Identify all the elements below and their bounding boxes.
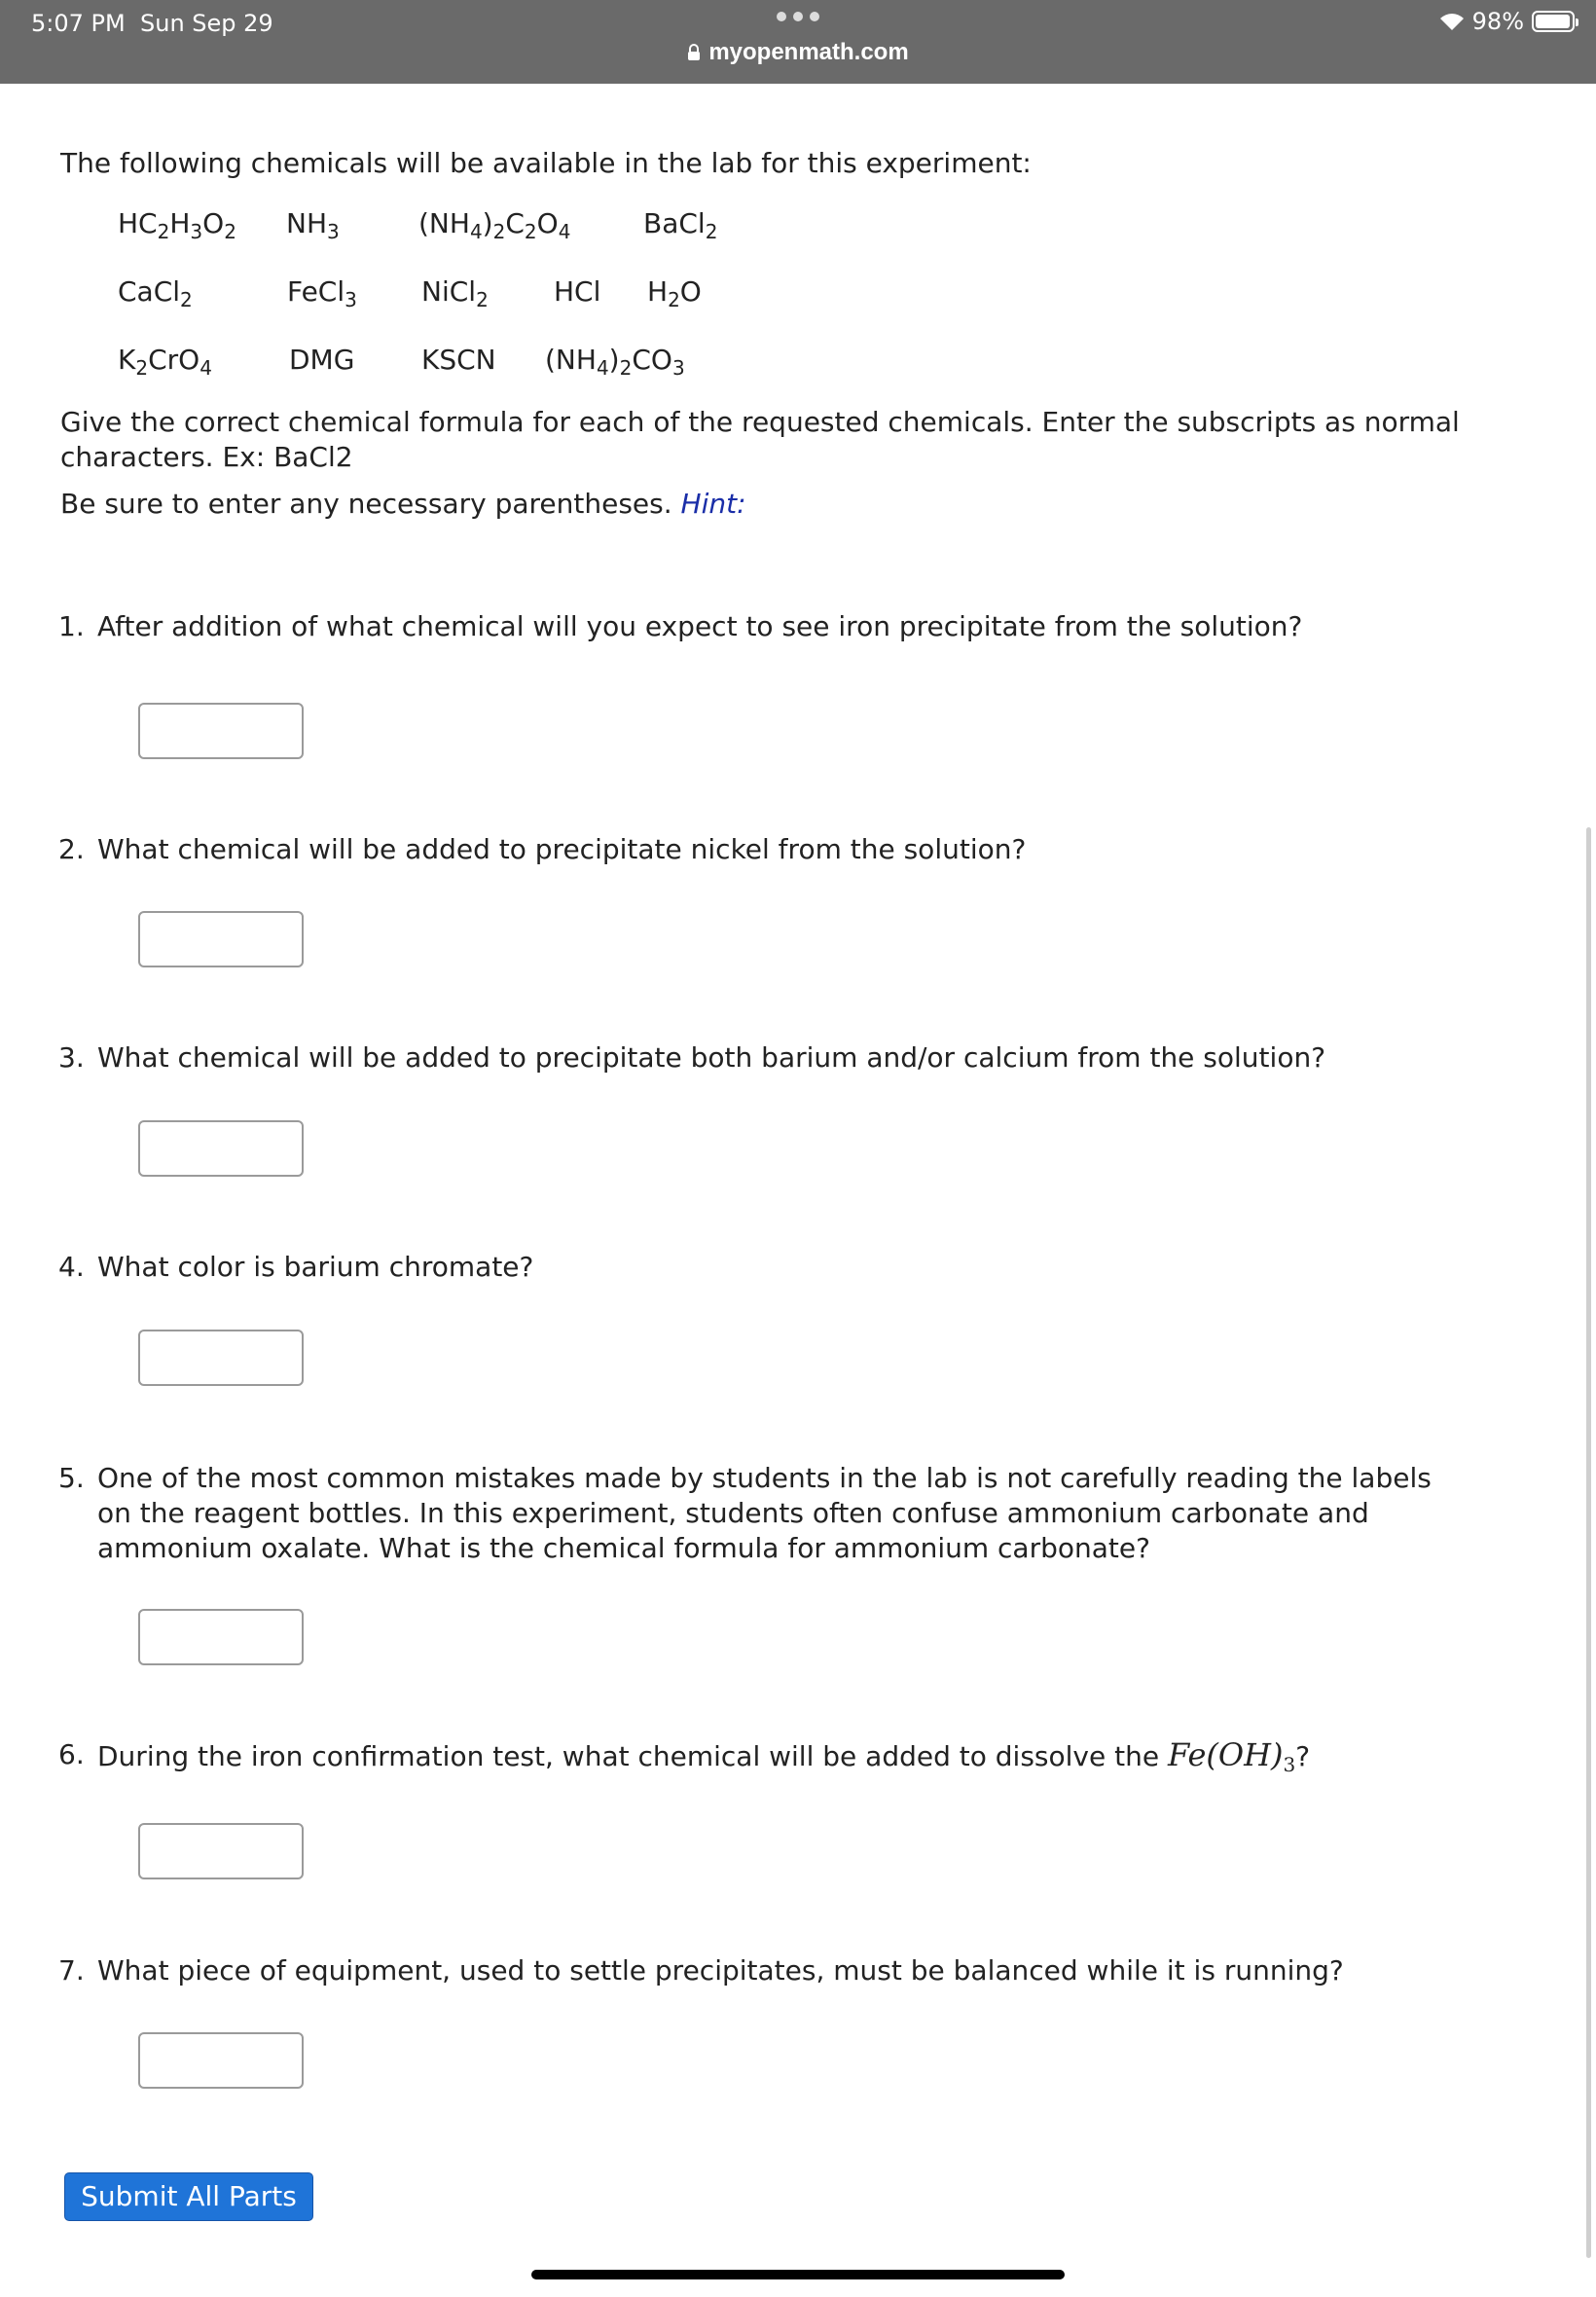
wifi-icon <box>1439 12 1465 31</box>
question-4 <box>58 1250 1450 1285</box>
question-number: 7. <box>58 1954 85 1987</box>
chem-hydrochloric-acid: HCl <box>554 275 601 308</box>
question-number: 2. <box>58 833 85 865</box>
answer-input-1[interactable] <box>138 703 304 759</box>
chem-calcium-chloride: CaCl$_2$ <box>118 275 193 311</box>
chem-ammonia: $NH_3$ <box>286 207 340 243</box>
chem-kscn: KSCN <box>421 344 496 376</box>
answer-input-3[interactable] <box>138 1120 304 1177</box>
question-number: 5. <box>58 1462 85 1494</box>
answer-input-4[interactable] <box>138 1330 304 1386</box>
hint-link[interactable]: Hint: <box>680 488 746 520</box>
battery-percent: 98% <box>1471 8 1524 35</box>
problem-content <box>60 146 1520 522</box>
question-number: 4. <box>58 1251 85 1283</box>
status-right <box>1439 8 1575 35</box>
question-number: 6. <box>58 1738 85 1770</box>
status-date: Sun Sep 29 <box>140 10 273 37</box>
answer-input-5[interactable] <box>138 1609 304 1665</box>
question-1 <box>58 609 1450 644</box>
chem-barium-chloride: BaCl$_2$ <box>643 207 718 243</box>
scrollbar[interactable] <box>1586 827 1591 2258</box>
question-3 <box>58 1040 1450 1076</box>
question-text: After addition of what chemical will you expect to see iron precipitate from the solution? <box>97 610 1303 642</box>
submit-all-parts-button[interactable]: Submit All Parts <box>64 2172 313 2221</box>
url-domain: myopenmath.com <box>708 39 909 65</box>
lock-icon <box>687 44 701 61</box>
chem-potassium-chromate: $K_2CrO_4$ <box>118 344 212 380</box>
instructions-text: Give the correct chemical formula for each of the requested chemicals. Enter the subscripts as normal characters. Ex: BaCl2 <box>60 406 1460 473</box>
url-bar[interactable] <box>0 39 1596 66</box>
math-formula: $Fe(OH)_3$ <box>1167 1736 1296 1776</box>
question-6: 6. During the iron confirmation test, what chemical will be added to dissolve the $Fe(OH)_3$? <box>58 1736 1311 1776</box>
question-number: 3. <box>58 1041 85 1074</box>
question-2 <box>58 832 1450 867</box>
answer-input-2[interactable] <box>138 911 304 967</box>
question-number: 1. <box>58 610 85 642</box>
intro-text: The following chemicals will be available in the lab for this experiment: <box>60 147 1032 179</box>
question-text: What chemical will be added to precipitate both barium and/or calcium from the solution? <box>97 1041 1326 1074</box>
chem-iron-chloride: FeCl$_3$ <box>287 275 357 311</box>
status-time: 5:07 PM <box>31 10 126 37</box>
question-7 <box>58 1953 1450 1988</box>
chem-ammonium-oxalate: $(NH_4)_2C_2O_4$ <box>418 207 571 243</box>
chem-ammonium-carbonate: $(NH_4)_2CO_3$ <box>545 344 685 380</box>
answer-input-6[interactable] <box>138 1823 304 1879</box>
answer-input-7[interactable] <box>138 2032 304 2089</box>
home-indicator[interactable] <box>531 2270 1065 2279</box>
question-5 <box>58 1461 1450 1566</box>
chemical-list <box>60 195 1520 395</box>
chem-nickel-chloride: NiCl$_2$ <box>421 275 489 311</box>
question-text: What color is barium chromate? <box>97 1251 534 1283</box>
question-text: One of the most common mistakes made by students in the lab is not carefully reading the labels on the reagent bottles. In this experiment, students often confuse ammonium carbonate and ammonium oxalate. What is the chemical formula for ammonium carbonate? <box>97 1462 1432 1564</box>
battery-icon <box>1532 11 1575 32</box>
chem-dmg: DMG <box>289 344 355 376</box>
question-text: During the iron confirmation test, what chemical will be added to dissolve the <box>97 1740 1160 1772</box>
question-text: What chemical will be added to precipitate nickel from the solution? <box>97 833 1027 865</box>
chem-water: $H_2O$ <box>647 275 702 311</box>
chem-acetic-acid: $HC_2H_3O_2$ <box>118 207 236 243</box>
browser-top-bar <box>0 0 1596 84</box>
parentheses-note: Be sure to enter any necessary parentheses. Hint: <box>60 488 746 520</box>
question-text: What piece of equipment, used to settle precipitates, must be balanced while it is running? <box>97 1954 1344 1987</box>
more-options-icon[interactable] <box>775 12 821 27</box>
